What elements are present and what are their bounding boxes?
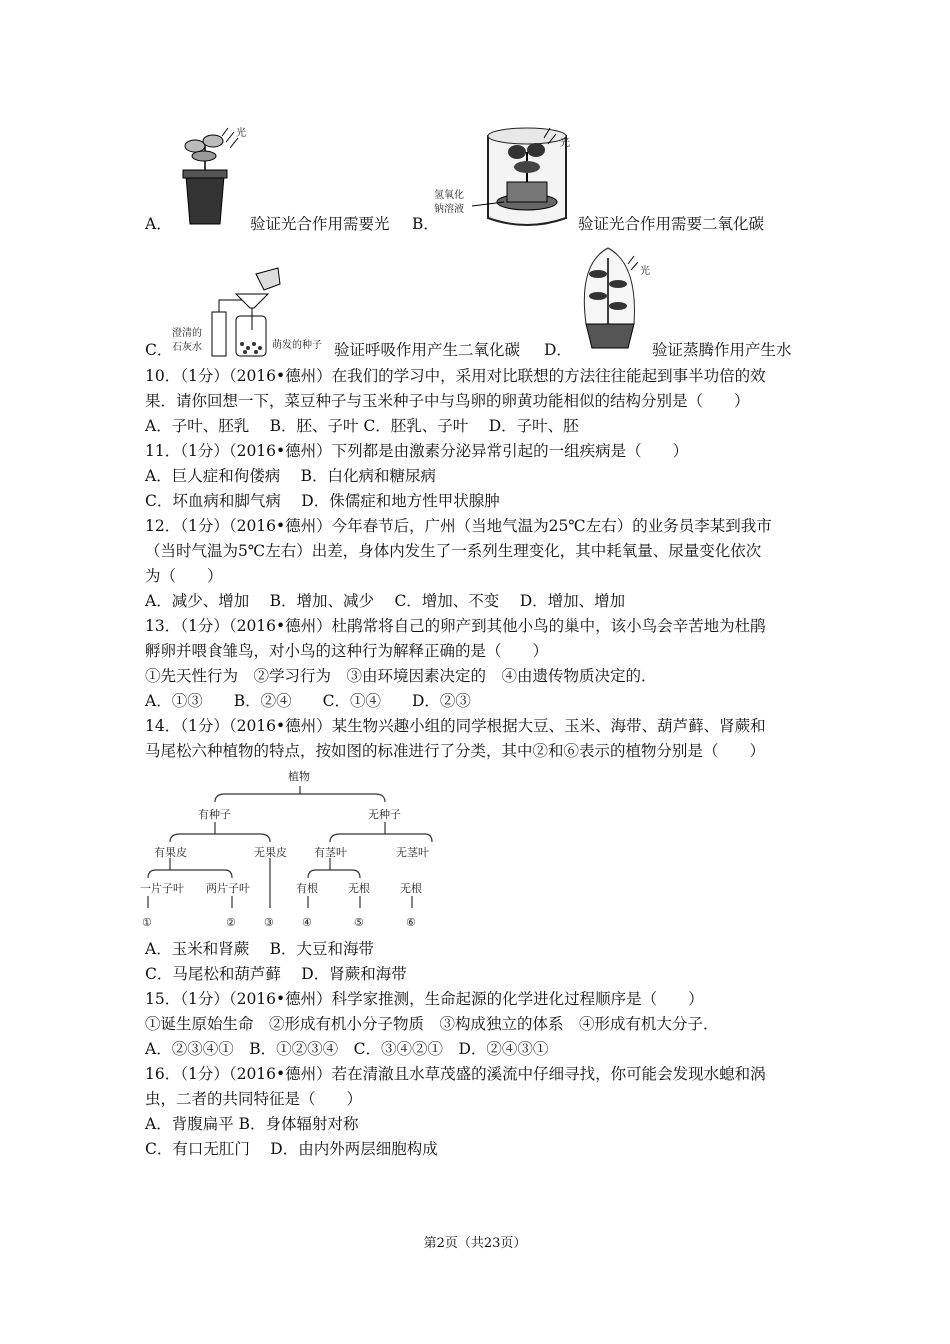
tree-l2-nostemleaf: 无茎叶 [396,846,429,859]
text-line: 果．请你回想一下，菜豆种子与玉米种子中与鸟卵的卵黄功能相似的结构分别是（ ） [145,392,750,410]
option-c-limewater-label-1: 澄清的 [172,328,202,339]
option-d-text: 验证蒸腾作用产生水 [652,341,792,359]
option-a-text: 验证光合作用需要光 [250,215,390,233]
text-line: 虫，二者的共同特征是（ ） [145,1090,363,1108]
tree-l3-dicot: 两片子叶 [206,882,250,895]
option-b-naoh-label-2: 钠溶液 [434,204,464,215]
text-line: 孵卵并喂食雏鸟，对小鸟的这种行为解释正确的是（ ） [145,642,549,660]
text-line: A．②③④① B．①②③④ C．③④②① D．②④③① [145,1040,549,1058]
option-b-naoh-label-1: 氢氧化 [434,190,464,201]
tree-l2-pericarp: 有果皮 [154,846,187,859]
option-b-letter: B． [412,215,439,233]
text-line: C．有口无肛门 D．由内外两层细胞构成 [145,1140,438,1158]
tree-l2-nopericarp: 无果皮 [254,846,287,859]
tree-l2-stemleaf: 有茎叶 [314,846,347,859]
text-line: 11．（1分）（2016•德州）下列都是由激素分泌异常引起的一组疾病是（ ） [145,442,689,460]
text-line: A．减少、增加 B．增加、减少 C．增加、不变 D．增加、增加 [145,592,626,610]
tree-l1-noseed: 无种子 [368,808,401,821]
tree-leaf-2: ② [226,916,236,929]
tree-root: 植物 [288,770,310,783]
option-c-text: 验证呼吸作用产生二氧化碳 [334,341,521,359]
option-d-figure [568,244,658,360]
option-b-figure [432,122,582,234]
text-line: 15．（1分）（2016•德州）科学家推测，生命起源的化学进化过程顺序是（ ） [145,990,704,1008]
text-line: A．①③ B．②④ C．①④ D．②③ [145,692,471,710]
option-a-figure [168,124,248,232]
text-line: 14．（1分）（2016•德州）某生物兴趣小组的同学根据大豆、玉米、海带、葫芦藓、肾蕨和 [145,717,766,735]
text-line: A．子叶、胚乳 B．胚、子叶 C．胚乳、子叶 D．子叶、胚 [145,417,579,435]
text-line: ①先天性行为 ②学习行为 ③由环境因素决定的 ④由遗传物质决定的． [145,667,657,685]
page-footer: 第2页（共23页） [423,1236,527,1251]
classification-tree [140,766,440,936]
text-line: 16．（1分）（2016•德州）若在清澈且水草茂盛的溪流中仔细寻找，你可能会发现水螅和涡 [145,1065,766,1083]
tree-leaf-3: ③ [264,916,274,929]
text-line: 10．（1分）（2016•德州）在我们的学习中，采用对比联想的方法往往能起到事半功倍的效 [145,367,766,385]
tree-leaf-4: ④ [302,916,312,929]
text-line: C．坏血病和脚气病 D．侏儒症和地方性甲状腺肿 [145,492,500,510]
option-a-light-label: 光 [236,128,246,139]
text-line: 13．（1分）（2016•德州）杜鹃常将自己的卵产到其他小鸟的巢中，该小鸟会辛苦地为杜鹃 [145,617,766,635]
option-b-text: 验证光合作用需要二氧化碳 [578,215,765,233]
tree-l3-noroot: 无根 [348,882,370,895]
tree-leaf-1: ① [142,916,152,929]
text-line: C．马尾松和葫芦藓 D．肾蕨和海带 [145,965,407,983]
option-d-light-label: 光 [640,266,650,277]
tree-l3-noroot-2: 无根 [400,882,422,895]
text-line: ①诞生原始生命 ②形成有机小分子物质 ③构成独立的体系 ④形成有机大分子． [145,1015,719,1033]
option-d-letter: D． [544,341,572,359]
option-a-letter: A． [145,215,172,233]
tree-l3-root: 有根 [296,882,318,895]
option-c-limewater-label-2: 石灰水 [172,342,202,353]
text-line: 马尾松六种植物的特点，按如图的标准进行了分类，其中②和⑥表示的植物分别是（ ） [145,742,766,760]
text-line: 12．（1分）（2016•德州）今年春节后，广州（当地气温为25℃左右）的业务员李某到我市 [145,517,772,535]
option-b-light-label: 光 [560,138,570,149]
text-line: 为（ ） [145,567,223,585]
option-c-figure [170,264,335,360]
tree-leaf-6: ⑥ [406,916,416,929]
text-line: A．玉米和肾蕨 B．大豆和海带 [145,940,375,958]
option-c-seed-label: 萌发的种子 [272,340,322,351]
tree-leaf-5: ⑤ [354,916,364,929]
option-c-letter: C． [145,341,173,359]
text-line: （当时气温为5℃左右）出差，身体内发生了一系列生理变化，其中耗氧量、尿量变化依次 [145,542,762,560]
text-line: A．巨人症和佝偻病 B．白化病和糖尿病 [145,467,437,485]
tree-l1-seed: 有种子 [198,808,231,821]
tree-l3-monocot: 一片子叶 [140,882,184,895]
text-line: A．背腹扁平 B．身体辐射对称 [145,1115,359,1133]
